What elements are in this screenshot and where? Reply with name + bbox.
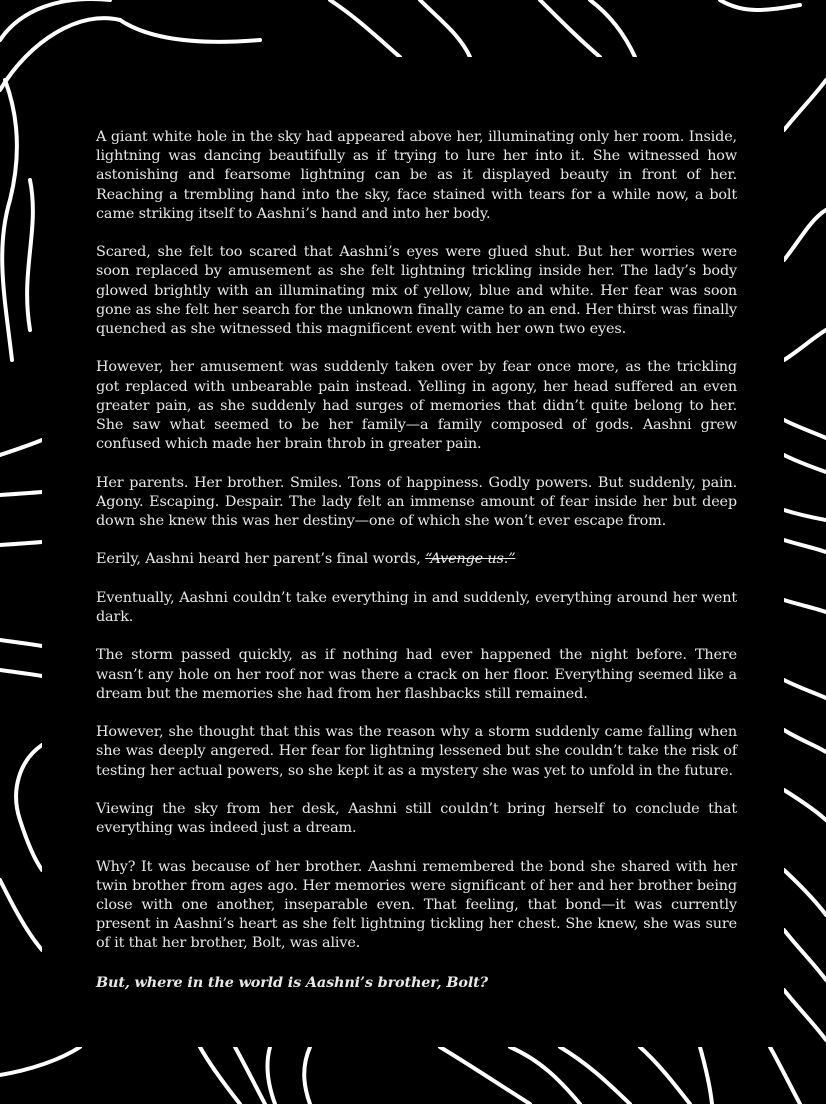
paragraph-6: Eventually, Aashni couldn’t take everything in and suddenly, everything around her went dark.: [96, 589, 737, 625]
paragraph-1: A giant white hole in the sky had appeared above her, illuminating only her room. Inside, lightning was dancing beautifully as if trying to lure her into it. She witnessed how astonishing and fearsome lightning can be as it displayed beauty in front of her. Reaching a trembling hand into the sky, face stained with tears for a while now, a bolt came striking itself to Aashni’s hand and into her body.: [96, 129, 737, 222]
paragraph-8: However, she thought that this was the reason why a storm suddenly came falling when she was deeply angered. Her fear for lightning lessened but she couldn’t take the risk of testing her actual powers, so she kept it as a mystery she was yet to unfold in the future.: [96, 724, 737, 779]
paragraph-9: Viewing the sky from her desk, Aashni still couldn’t bring herself to conclude that everything was indeed just a dream.: [96, 800, 737, 837]
paragraph-4: Her parents. Her brother. Smiles. Tons of happiness. Godly powers. But suddenly, pain. Agony. Escaping. Despair. The lady felt an immense amount of fear inside her but deep down she knew this was her destiny—one of which she won’t ever escape from.: [96, 474, 737, 530]
paragraph-5-lead: Eerily, Aashni heard her parent’s final words,: [96, 551, 426, 568]
paragraph-7: The storm passed quickly, as if nothing had ever happened the night before. There wasn’t any hole on her roof nor was there a crack on her floor. Everything seemed like a dream but the memories she had from her flashbacks still remained.: [96, 647, 737, 702]
paragraph-3: However, her amusement was suddenly taken over by fear once more, as the trickling got replaced with unbearable pain instead. Yelling in agony, her head suffered an even greater pain, as she suddenly had surges of memories that didn’t quite belong to her. She saw what seemed to be her family—a family composed of gods. Aashni grew confused which made her brain throb in greater pain.: [96, 359, 737, 453]
closing-question: But, where in the world is Aashni’s brother, Bolt?: [96, 973, 488, 991]
story-content: [96, 128, 737, 1011]
paragraph-10: Why? It was because of her brother. Aashni remembered the bond she shared with her twin brother from ages ago. Her memories were significant of her and her brother being close with one another, inseparable even. That feeling, that bond—it was currently present in Aashni’s heart as she felt lightning tickling her chest. She knew, she was sure of it that her brother, Bolt, was alive.: [96, 858, 737, 952]
paragraph-5: [96, 550, 737, 569]
paragraph-2: Scared, she felt too scared that Aashni’s eyes were glued shut. But her worries were soon replaced by amusement as she felt lightning trickling inside her. The lady’s body glowed brightly with an illuminating mix of yellow, blue and white. Her fear was soon gone as she felt her search for the unknown finally came to an end. Her thirst was finally quenched as she witnessed this magnificent event with her own two eyes.: [96, 244, 737, 338]
avenge-quote: “Avenge us.”: [425, 551, 516, 568]
